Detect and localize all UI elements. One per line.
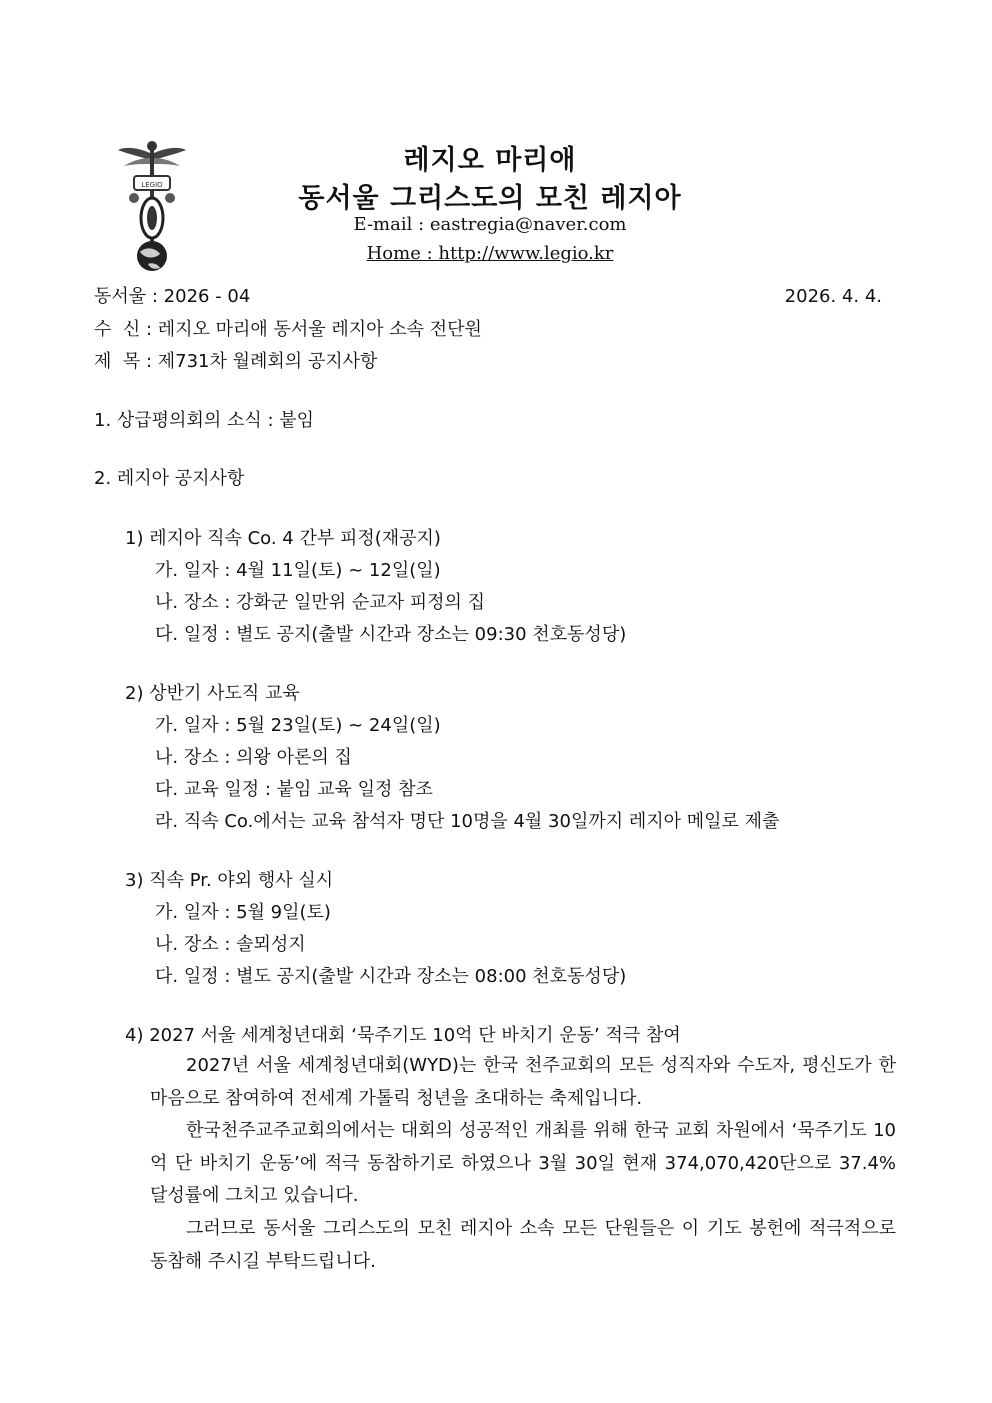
item-4-paragraph-3: 그러므로 동서울 그리스도의 모친 레지아 소속 모든 단원들은 이 기도 봉헌에 적극적으로 동참해 주시길 부탁드립니다. bbox=[150, 1218, 896, 1272]
item-1-place: 나. 장소 : 강화군 일만위 순교자 피정의 집 bbox=[155, 592, 486, 613]
document-number: 동서울 : 2026 - 04 bbox=[94, 286, 251, 307]
item-4-title: 4) 2027 서울 세계청년대회 ‘묵주기도 10억 단 바치기 운동’ 적극 참여 bbox=[125, 1025, 681, 1046]
item-1-date: 가. 일자 : 4월 11일(토) ~ 12일(일) bbox=[155, 560, 441, 581]
section-1-heading: 1. 상급평의회의 소식 : 붙임 bbox=[94, 410, 315, 431]
item-3-date: 가. 일자 : 5월 9일(토) bbox=[155, 902, 331, 923]
item-3-schedule: 다. 일정 : 별도 공지(출발 시간과 장소는 08:00 천호동성당) bbox=[155, 966, 627, 987]
item-4-paragraph-2: 한국천주교주교회의에서는 대회의 성공적인 개최를 위해 한국 교회 차원에서 ‘묵주기도 10억 단 바치기 운동’에 적극 동참하기로 하였으나 3월 30일 현재 374,070,420단으로 37.4% 달성률에 그치고 있습니다. bbox=[150, 1120, 896, 1206]
recipient-line: 수 신 : 레지오 마리애 동서울 레지아 소속 전단원 bbox=[94, 319, 482, 340]
item-2-place: 나. 장소 : 의왕 아론의 집 bbox=[155, 747, 352, 768]
section-2-heading: 2. 레지아 공지사항 bbox=[94, 468, 245, 489]
item-4-paragraph-1: 2027년 서울 세계청년대회(WYD)는 한국 천주교회의 모든 성직자와 수도자, 평신도가 한마음으로 참여하여 전세계 가톨릭 청년을 초대하는 축제입니다. bbox=[150, 1055, 896, 1109]
item-1-schedule: 다. 일정 : 별도 공지(출발 시간과 장소는 09:30 천호동성당) bbox=[155, 624, 627, 645]
subject-line: 제 목 : 제731차 월례회의 공지사항 bbox=[94, 351, 378, 372]
svg-text:LEGIO: LEGIO bbox=[141, 181, 163, 189]
item-1-title: 1) 레지아 직속 Co. 4 간부 피정(재공지) bbox=[125, 528, 441, 549]
item-2-date: 가. 일자 : 5월 23일(토) ~ 24일(일) bbox=[155, 715, 441, 736]
item-2-title: 2) 상반기 사도직 교육 bbox=[125, 683, 300, 704]
document-title-line2: 동서울 그리스도의 모친 레지아 bbox=[298, 183, 682, 214]
email-contact: E-mail : eastregia@naver.com bbox=[353, 214, 627, 235]
item-2-submission: 라. 직속 Co.에서는 교육 참석자 명단 10명을 4월 30일까지 레지아 메일로 제출 bbox=[155, 811, 780, 832]
home-link[interactable]: Home : http://www.legio.kr bbox=[366, 243, 614, 264]
legio-vexillum-logo bbox=[116, 140, 188, 272]
item-3-place: 나. 장소 : 솔뫼성지 bbox=[155, 934, 306, 955]
item-3-title: 3) 직속 Pr. 야외 행사 실시 bbox=[125, 870, 334, 891]
document-date: 2026. 4. 4. bbox=[784, 286, 882, 307]
document-title-line1: 레지오 마리애 bbox=[403, 145, 577, 176]
item-2-schedule: 다. 교육 일정 : 붙임 교육 일정 참조 bbox=[155, 779, 433, 800]
